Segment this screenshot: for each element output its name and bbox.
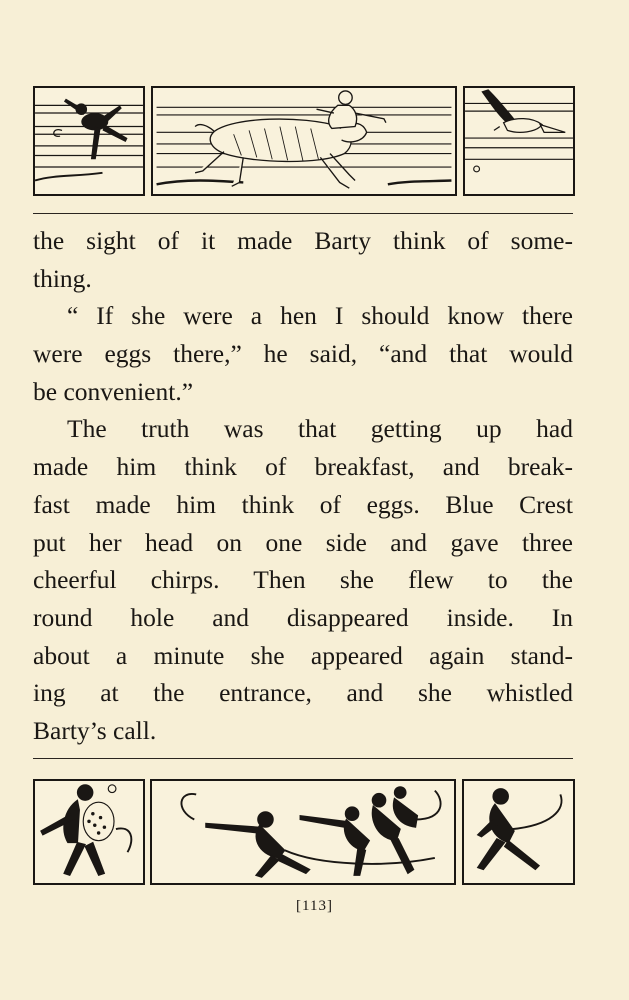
text-line: Barty’s call. [33,715,157,745]
text-line: ing at the entrance, and she whistled [33,678,573,708]
text-line: fast made him think of eggs. Blue Crest [33,489,573,519]
text-line: about a minute she appeared again stand- [33,640,573,670]
page-number: [113] [296,898,333,914]
text-line: “ If she were a hen I should know there [67,301,573,331]
body-text [33,222,573,750]
top-divider-rule [33,213,573,214]
bird-flying-illustration [463,86,575,196]
girl-riding-goat-illustration [151,86,457,196]
monkey-tumbling-drawing [35,88,143,194]
bottom-divider-rule [33,758,573,759]
monkey-tumbling-illustration [33,86,145,196]
monkeys-chasing-illustration [150,779,456,885]
text-line: made him think of breakfast, and break- [33,452,573,482]
monkey-holding-egg-drawing [35,781,143,883]
text-line: the sight of it made Barty think of some- [33,226,573,255]
monkeys-chasing-drawing [152,781,454,883]
bird-flying-drawing [465,88,573,194]
monkey-running-drawing [464,781,573,883]
text-line: put her head on one side and gave three [33,527,573,557]
text-line: cheerful chirps. Then she flew to the [33,565,573,595]
monkey-running-illustration [462,779,575,885]
girl-riding-goat-drawing [153,88,455,194]
monkey-holding-egg-illustration [33,779,145,885]
text-line: The truth was that getting up had [67,414,573,444]
text-line: were eggs there,” he said, “and that would [33,339,573,369]
text-line: be convenient.” [33,376,194,406]
text-line: round hole and disappeared inside. In [33,602,573,632]
text-line: thing. [33,263,92,293]
